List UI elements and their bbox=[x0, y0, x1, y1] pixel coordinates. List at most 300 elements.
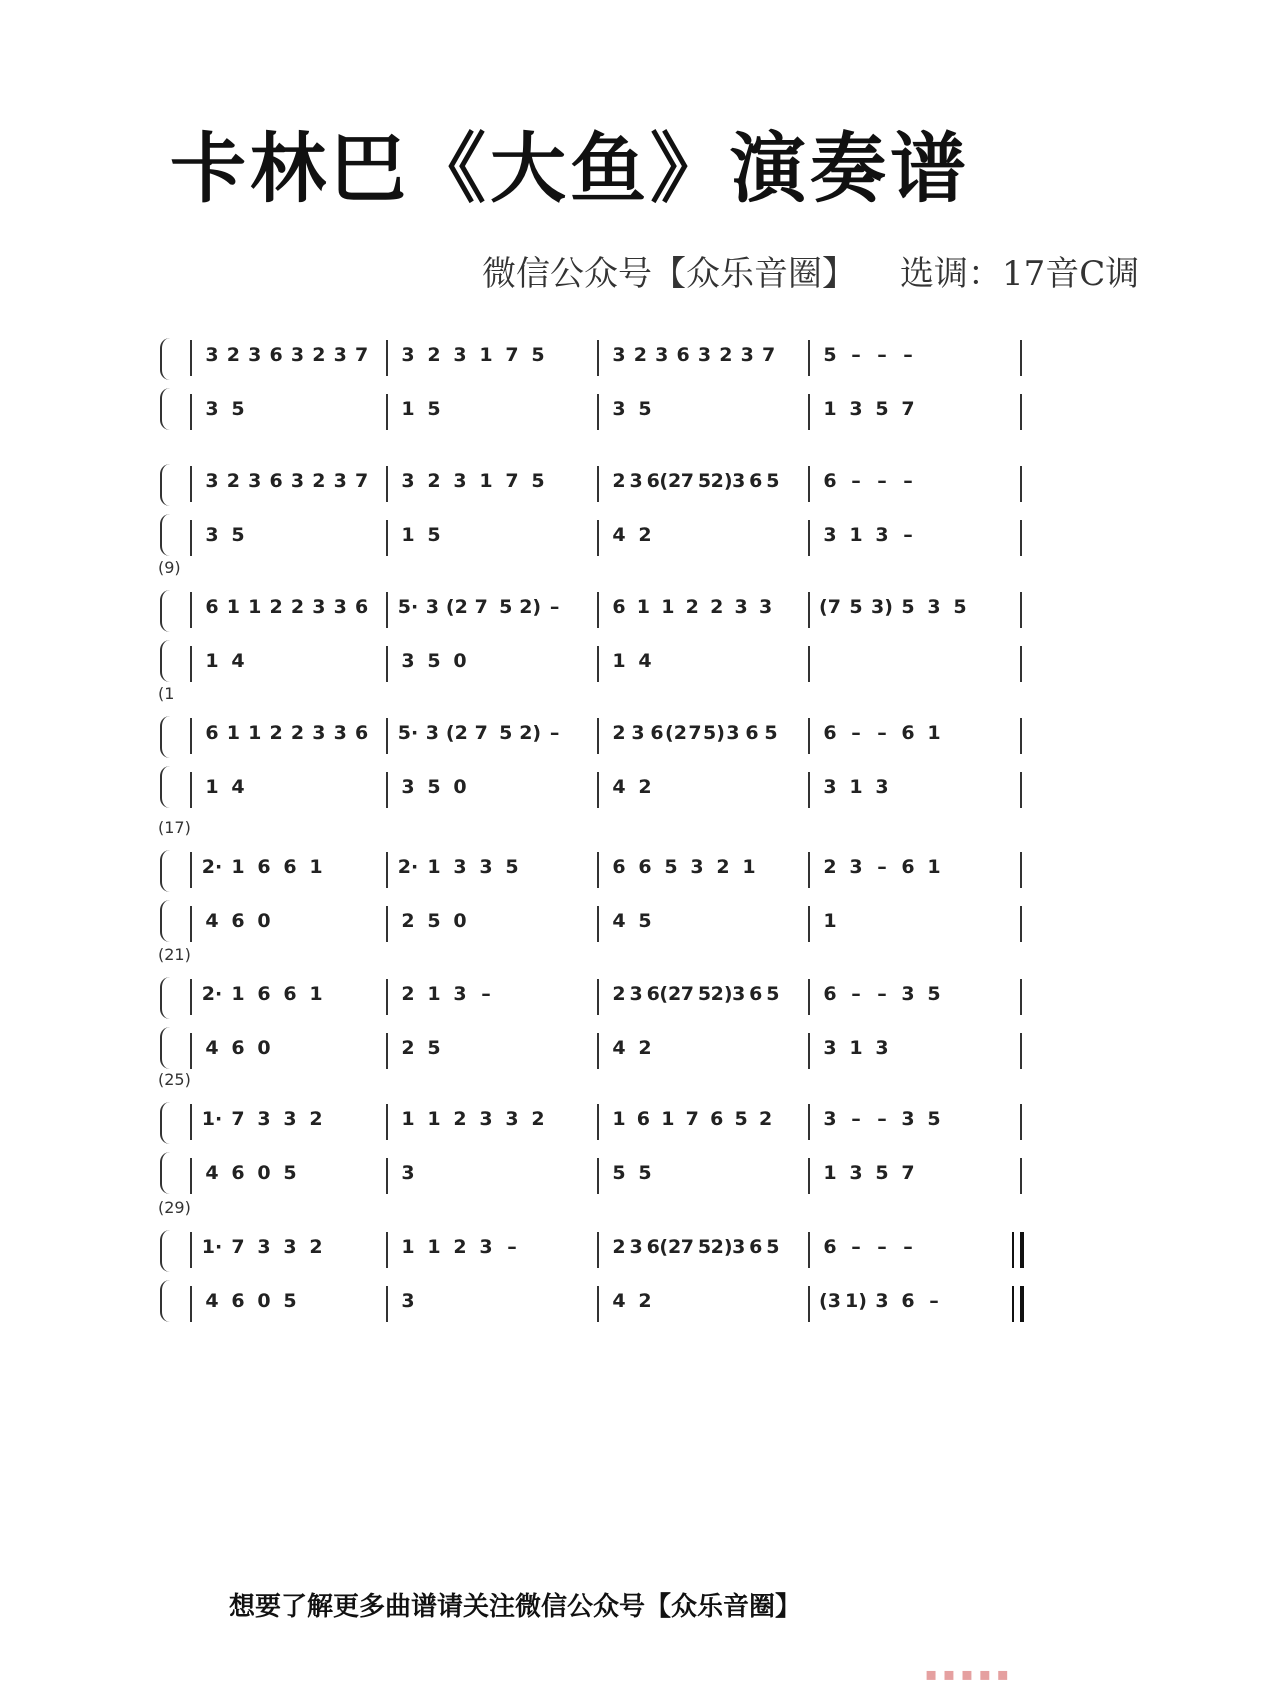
note: 1 bbox=[927, 856, 941, 878]
barline bbox=[808, 1033, 810, 1069]
note: 5 bbox=[849, 596, 863, 618]
barline bbox=[597, 646, 599, 682]
note: 5· bbox=[397, 596, 419, 618]
note: 2 bbox=[638, 524, 652, 546]
note: 3 bbox=[612, 398, 626, 420]
barline bbox=[808, 1104, 810, 1140]
note: 1 bbox=[849, 524, 863, 546]
barline bbox=[1020, 906, 1022, 942]
barline bbox=[1020, 340, 1022, 376]
note: 4 bbox=[205, 1037, 219, 1059]
note: 2) bbox=[519, 596, 542, 618]
note: 6 bbox=[823, 983, 837, 1005]
note: 2 bbox=[758, 1108, 773, 1130]
note: 7 bbox=[505, 344, 519, 366]
barline bbox=[808, 718, 810, 754]
note: 5 bbox=[927, 1108, 941, 1130]
note: 1 bbox=[248, 722, 262, 744]
footer-text: 想要了解更多曲谱请关注微信公众号【众乐音圈】 bbox=[228, 1592, 801, 1622]
note: 0 bbox=[257, 1162, 271, 1184]
barline bbox=[1020, 466, 1022, 502]
note: 2 bbox=[269, 596, 283, 618]
subtitle-source: 微信公众号【众乐音圈】 bbox=[482, 254, 856, 294]
note: 5 bbox=[283, 1290, 297, 1312]
barline bbox=[1020, 852, 1022, 888]
note: (2 bbox=[665, 722, 687, 744]
note: 4 bbox=[638, 650, 652, 672]
brace bbox=[160, 900, 172, 942]
brace bbox=[160, 640, 172, 682]
note: 4 bbox=[205, 1162, 219, 1184]
note: (2 bbox=[445, 596, 468, 618]
note: 3 bbox=[312, 722, 326, 744]
note: 3 bbox=[401, 776, 415, 798]
note: – bbox=[877, 1236, 887, 1258]
note: 6 bbox=[823, 1236, 837, 1258]
barline bbox=[597, 1232, 599, 1268]
note: 6 bbox=[823, 470, 837, 492]
barline bbox=[190, 340, 192, 376]
note: 5 bbox=[901, 596, 915, 618]
note: 2) bbox=[519, 722, 542, 744]
note: 6 bbox=[636, 1108, 651, 1130]
note: 5 bbox=[766, 470, 780, 492]
barline bbox=[386, 394, 388, 430]
note: 2 bbox=[309, 1108, 323, 1130]
note: 1 bbox=[248, 596, 262, 618]
note: 1 bbox=[226, 722, 240, 744]
note: 1 bbox=[205, 776, 219, 798]
note: 1 bbox=[823, 398, 837, 420]
note: 3 bbox=[875, 776, 889, 798]
note: 3 bbox=[401, 1162, 415, 1184]
note: 1 bbox=[479, 344, 493, 366]
note: – bbox=[877, 470, 887, 492]
note: – bbox=[877, 344, 887, 366]
note: 2 bbox=[269, 722, 283, 744]
note: 1 bbox=[742, 856, 756, 878]
score-system bbox=[158, 818, 1090, 958]
barline bbox=[808, 466, 810, 502]
note: 5 bbox=[427, 398, 441, 420]
barline bbox=[1020, 520, 1022, 556]
note: 1 bbox=[226, 596, 240, 618]
note: 1 bbox=[401, 1236, 415, 1258]
note: 5 bbox=[697, 470, 712, 492]
brace bbox=[160, 1102, 172, 1144]
note: 2) bbox=[710, 470, 733, 492]
barline bbox=[1020, 1033, 1022, 1069]
note: 4 bbox=[612, 524, 626, 546]
brace bbox=[160, 1280, 172, 1322]
brace bbox=[160, 1230, 172, 1272]
measure-number: (17) bbox=[158, 818, 191, 837]
barline bbox=[190, 906, 192, 942]
note: – bbox=[851, 983, 861, 1005]
note: 3 bbox=[425, 596, 440, 618]
barline bbox=[190, 1158, 192, 1194]
note: 5 bbox=[531, 344, 545, 366]
barline bbox=[808, 1232, 810, 1268]
note: 3 bbox=[734, 596, 748, 618]
barline bbox=[1020, 718, 1022, 754]
barline bbox=[386, 718, 388, 754]
note: 2 bbox=[309, 1236, 323, 1258]
note: 3 bbox=[479, 856, 493, 878]
note: 1 bbox=[309, 983, 323, 1005]
note: 5 bbox=[427, 650, 441, 672]
barline bbox=[597, 979, 599, 1015]
note: 3) bbox=[871, 596, 893, 618]
note: 6 bbox=[823, 722, 837, 744]
barline bbox=[386, 852, 388, 888]
barline bbox=[597, 394, 599, 430]
barline bbox=[597, 466, 599, 502]
barline bbox=[386, 1286, 388, 1322]
note: 6 bbox=[257, 856, 271, 878]
note: 6 bbox=[646, 983, 660, 1005]
note: 0 bbox=[453, 650, 467, 672]
barline bbox=[190, 718, 192, 754]
note: 1 bbox=[823, 910, 837, 932]
note: 4 bbox=[612, 1037, 626, 1059]
note: 2· bbox=[201, 856, 223, 878]
note: 3 bbox=[849, 1162, 863, 1184]
note: 1 bbox=[231, 856, 245, 878]
note: 3 bbox=[333, 596, 347, 618]
barline bbox=[386, 772, 388, 808]
note: 2 bbox=[226, 470, 240, 492]
note: 1 bbox=[849, 776, 863, 798]
barline bbox=[1020, 394, 1022, 430]
barline bbox=[386, 906, 388, 942]
note: 3 bbox=[823, 1108, 837, 1130]
barline bbox=[808, 906, 810, 942]
barline bbox=[597, 1158, 599, 1194]
note: 6 bbox=[901, 722, 915, 744]
barline bbox=[1020, 979, 1022, 1015]
note: 3 bbox=[823, 524, 837, 546]
note: 6 bbox=[283, 856, 297, 878]
note: 2· bbox=[201, 983, 223, 1005]
note: – bbox=[481, 983, 491, 1005]
note: 2) bbox=[710, 1236, 733, 1258]
note: 1 bbox=[427, 1236, 441, 1258]
note: 7 bbox=[355, 344, 369, 366]
note: 2 bbox=[531, 1108, 545, 1130]
barline bbox=[597, 772, 599, 808]
note: 3 bbox=[629, 983, 643, 1005]
note: 6 bbox=[612, 856, 626, 878]
note: 0 bbox=[257, 910, 271, 932]
note: 5 bbox=[766, 1236, 780, 1258]
note: 2 bbox=[719, 344, 733, 366]
note: 3 bbox=[257, 1236, 271, 1258]
note: 5 bbox=[766, 983, 780, 1005]
barline bbox=[386, 466, 388, 502]
note: – bbox=[851, 722, 861, 744]
note: 4 bbox=[231, 650, 245, 672]
note: 1) bbox=[845, 1290, 867, 1312]
note: – bbox=[851, 470, 861, 492]
barline bbox=[190, 979, 192, 1015]
note: 3 bbox=[875, 1290, 889, 1312]
note: 3 bbox=[453, 856, 467, 878]
note: 0 bbox=[453, 776, 467, 798]
brace bbox=[160, 850, 172, 892]
note: 3 bbox=[505, 1108, 519, 1130]
note: – bbox=[549, 722, 560, 744]
barline bbox=[386, 1104, 388, 1140]
note: 5· bbox=[397, 722, 419, 744]
measure-number: (21) bbox=[158, 945, 191, 964]
note: 3 bbox=[631, 722, 645, 744]
note: – bbox=[549, 596, 560, 618]
note: 4 bbox=[612, 910, 626, 932]
note: 3 bbox=[629, 1236, 643, 1258]
subtitle-key: 选调：17音C调 bbox=[900, 254, 1140, 294]
note: 7 bbox=[231, 1236, 245, 1258]
note: 5 bbox=[499, 722, 513, 744]
barline bbox=[1012, 1232, 1014, 1268]
note: 2 bbox=[226, 344, 240, 366]
note: 5 bbox=[875, 398, 889, 420]
barline bbox=[1020, 592, 1022, 628]
note: (2 bbox=[659, 470, 682, 492]
note: 5 bbox=[499, 596, 513, 618]
note: 7 bbox=[762, 344, 776, 366]
note: 3 bbox=[333, 470, 347, 492]
note: 5) bbox=[703, 722, 725, 744]
barline bbox=[597, 592, 599, 628]
note: 5 bbox=[638, 398, 652, 420]
note: 3 bbox=[849, 856, 863, 878]
note: – bbox=[851, 1108, 861, 1130]
note: 3 bbox=[901, 983, 915, 1005]
note: 3 bbox=[479, 1236, 493, 1258]
note: 1· bbox=[201, 1108, 223, 1130]
note: 6 bbox=[745, 722, 759, 744]
note: (2 bbox=[445, 722, 468, 744]
note: – bbox=[851, 344, 861, 366]
note: 3 bbox=[629, 470, 643, 492]
brace bbox=[160, 1027, 172, 1069]
note: 3 bbox=[205, 524, 219, 546]
note: 5 bbox=[823, 344, 837, 366]
barline bbox=[597, 1033, 599, 1069]
barline bbox=[1020, 646, 1022, 682]
note: 2 bbox=[612, 1236, 626, 1258]
note: – bbox=[877, 1108, 887, 1130]
note: 5 bbox=[427, 1037, 441, 1059]
barline bbox=[808, 592, 810, 628]
note: 3 bbox=[283, 1236, 297, 1258]
note: 3 bbox=[248, 470, 262, 492]
note: 5 bbox=[231, 398, 245, 420]
page-title: 卡林巴《大鱼》演奏谱 bbox=[170, 124, 970, 213]
note: – bbox=[903, 470, 913, 492]
note: 3 bbox=[740, 344, 754, 366]
note: 1· bbox=[201, 1236, 223, 1258]
note: 3 bbox=[758, 596, 773, 618]
barline bbox=[808, 1158, 810, 1194]
note: 3 bbox=[290, 344, 305, 366]
note: 1 bbox=[427, 1108, 441, 1130]
barline bbox=[190, 852, 192, 888]
note: 4 bbox=[612, 776, 626, 798]
note: 7 bbox=[901, 398, 915, 420]
note: 2 bbox=[290, 596, 305, 618]
note: 2 bbox=[427, 470, 441, 492]
barline bbox=[808, 646, 810, 682]
barline bbox=[808, 340, 810, 376]
note: 1 bbox=[427, 856, 441, 878]
note: 7 bbox=[474, 596, 488, 618]
note: 3 bbox=[401, 470, 415, 492]
note: 4 bbox=[231, 776, 245, 798]
note: 6 bbox=[231, 1290, 245, 1312]
note: 3 bbox=[875, 524, 889, 546]
note: – bbox=[903, 524, 913, 546]
note: 1 bbox=[309, 856, 323, 878]
score-system bbox=[158, 1070, 1090, 1210]
note: 2 bbox=[638, 1037, 652, 1059]
note: 2 bbox=[401, 983, 415, 1005]
note: 6 bbox=[205, 596, 219, 618]
note: 1 bbox=[231, 983, 245, 1005]
note: 5 bbox=[427, 776, 441, 798]
note: 3 bbox=[901, 1108, 915, 1130]
note: 2 bbox=[823, 856, 837, 878]
note: 2 bbox=[453, 1108, 467, 1130]
note: 2) bbox=[710, 983, 733, 1005]
barline bbox=[597, 906, 599, 942]
barline bbox=[1020, 1104, 1022, 1140]
note: 3 bbox=[612, 344, 626, 366]
score-system bbox=[158, 558, 1090, 698]
note: 3 bbox=[205, 398, 219, 420]
barline bbox=[386, 592, 388, 628]
note: 1 bbox=[479, 470, 493, 492]
note: 6 bbox=[901, 856, 915, 878]
barline bbox=[1020, 772, 1022, 808]
note: – bbox=[929, 1290, 939, 1312]
note: 3 bbox=[283, 1108, 297, 1130]
note: 7 bbox=[680, 1236, 695, 1258]
note: 3 bbox=[425, 722, 440, 744]
note: 6 bbox=[749, 1236, 763, 1258]
note: 2 bbox=[612, 983, 626, 1005]
note: 1 bbox=[401, 524, 415, 546]
note: 3 bbox=[205, 344, 219, 366]
note: 6 bbox=[646, 1236, 660, 1258]
barline bbox=[190, 1033, 192, 1069]
note: 3 bbox=[690, 856, 704, 878]
note: 5 bbox=[638, 910, 652, 932]
note: (2 bbox=[659, 983, 682, 1005]
barline bbox=[190, 1104, 192, 1140]
note: 7 bbox=[680, 983, 695, 1005]
note: 3 bbox=[823, 1037, 837, 1059]
note: 3 bbox=[401, 1290, 415, 1312]
note: 6 bbox=[269, 344, 283, 366]
note: 2 bbox=[638, 776, 652, 798]
barline bbox=[190, 646, 192, 682]
note: – bbox=[903, 1236, 913, 1258]
note: 6 bbox=[901, 1290, 915, 1312]
note: 3 bbox=[453, 983, 467, 1005]
barline bbox=[190, 394, 192, 430]
note: 6 bbox=[710, 1108, 724, 1130]
note: 1 bbox=[427, 983, 441, 1005]
note: – bbox=[507, 1236, 517, 1258]
note: 5 bbox=[927, 983, 941, 1005]
note: 3 bbox=[312, 596, 326, 618]
measure-number: (29) bbox=[158, 1198, 191, 1217]
note: 5 bbox=[427, 524, 441, 546]
note: 5 bbox=[953, 596, 967, 618]
barline bbox=[597, 852, 599, 888]
note: 1 bbox=[661, 1108, 675, 1130]
brace bbox=[160, 1152, 172, 1194]
barline bbox=[190, 772, 192, 808]
note: 2 bbox=[401, 1037, 415, 1059]
brace bbox=[160, 464, 172, 506]
score-system bbox=[158, 684, 1090, 824]
brace bbox=[160, 716, 172, 758]
barline bbox=[1020, 1158, 1022, 1194]
note: 3 bbox=[333, 344, 347, 366]
note: 3 bbox=[726, 722, 740, 744]
note: 3 bbox=[927, 596, 941, 618]
barline bbox=[386, 1033, 388, 1069]
note: 2 bbox=[401, 910, 415, 932]
note: 5 bbox=[734, 1108, 748, 1130]
note: 6 bbox=[646, 470, 660, 492]
brace bbox=[160, 766, 172, 808]
barline bbox=[597, 718, 599, 754]
barline bbox=[386, 1232, 388, 1268]
note: – bbox=[877, 856, 887, 878]
note: 1 bbox=[401, 398, 415, 420]
brace bbox=[160, 388, 172, 430]
note: 0 bbox=[257, 1290, 271, 1312]
barline bbox=[808, 520, 810, 556]
note: 5 bbox=[612, 1162, 626, 1184]
note: 2 bbox=[312, 470, 326, 492]
note: 1 bbox=[849, 1037, 863, 1059]
note: 6 bbox=[231, 910, 245, 932]
note: 5 bbox=[231, 524, 245, 546]
note: 5 bbox=[505, 856, 519, 878]
note: 0 bbox=[257, 1037, 271, 1059]
brace bbox=[160, 590, 172, 632]
note: 1 bbox=[401, 1108, 415, 1130]
note: 5 bbox=[875, 1162, 889, 1184]
note: 7 bbox=[355, 470, 369, 492]
note: 3 bbox=[333, 722, 347, 744]
note: 2 bbox=[633, 344, 647, 366]
score-system bbox=[158, 1198, 1090, 1338]
barline bbox=[808, 1286, 810, 1322]
barline bbox=[190, 1286, 192, 1322]
score-system bbox=[160, 462, 1090, 572]
note: 7 bbox=[505, 470, 519, 492]
note: 4 bbox=[205, 910, 219, 932]
note: 2· bbox=[397, 856, 419, 878]
note: 4 bbox=[205, 1290, 219, 1312]
note: (3 bbox=[819, 1290, 841, 1312]
